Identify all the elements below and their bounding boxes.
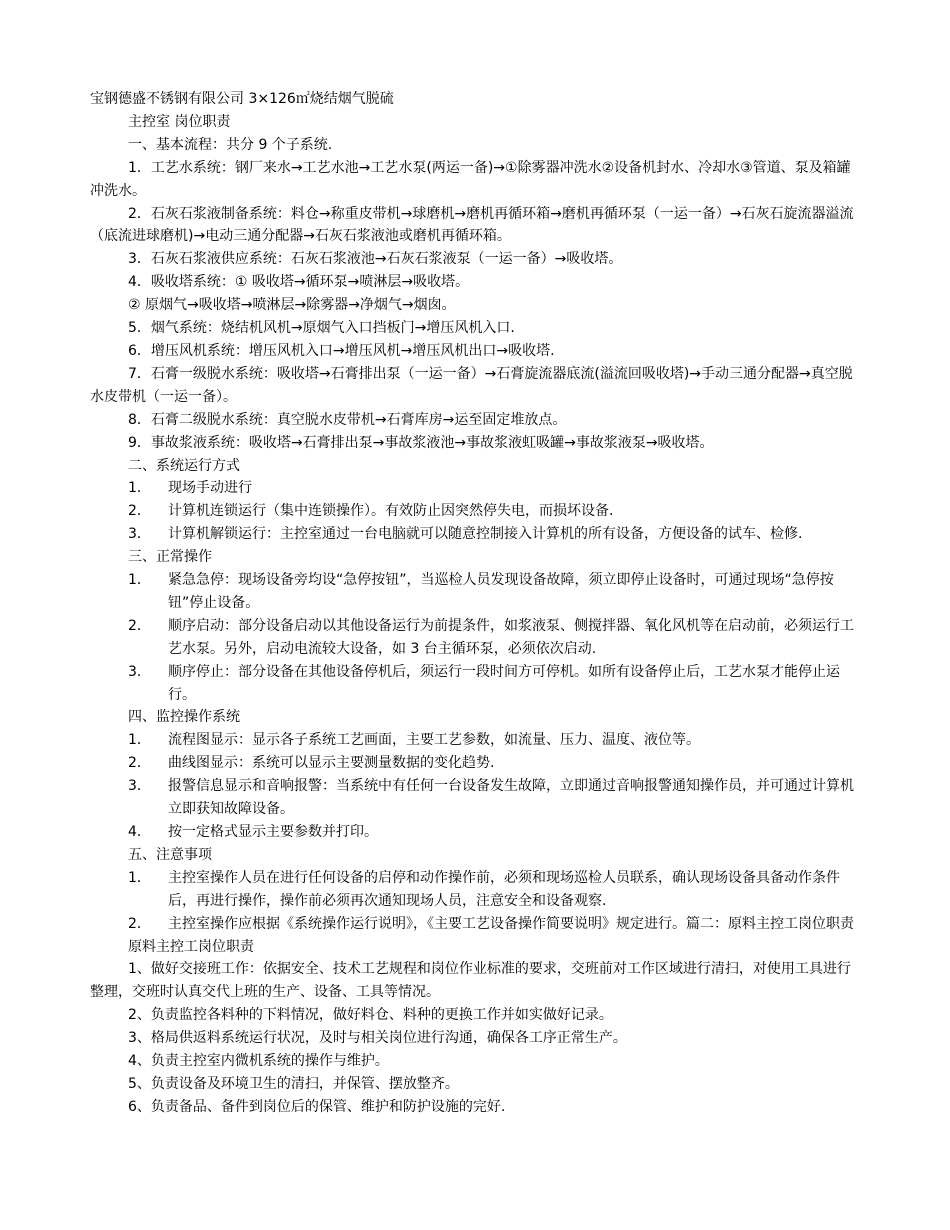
section-3-heading: 三、正常操作 — [128, 549, 212, 566]
item-number: 1． — [128, 480, 151, 497]
list-item — [90, 867, 860, 913]
item-text: 报警信息显示和音响报警：当系统中有任何一台设备发生故障，立即通过音响报警通知操作员，并可通过计算机立即获知故障设备。 — [168, 778, 854, 818]
list-item: 5．烟气系统：烧结机风机→原烟气入口挡板门→增压风机入口. — [128, 320, 515, 337]
item-text: 现场手动进行 — [168, 480, 252, 497]
section-6-heading: 原料主控工岗位职责 — [128, 938, 254, 955]
section-5-heading: 五、注意事项 — [128, 846, 212, 863]
list-item: 3．石灰石浆液供应系统：石灰石浆液池→石灰石浆液泵（一运一备）→吸收塔。 — [128, 251, 623, 268]
list-item: ② 原烟气→吸收塔→喷淋层→除雾器→净烟气→烟囱。 — [128, 297, 456, 314]
list-item — [90, 523, 860, 546]
list-item: 4、负责主控室内微机系统的操作与维护。 — [128, 1053, 389, 1070]
item-text: 曲线图显示：系统可以显示主要测量数据的变化趋势. — [168, 755, 495, 772]
list-item: 5、负责设备及环境卫生的清扫，并保管、摆放整齐。 — [128, 1075, 459, 1092]
list-item — [90, 913, 860, 936]
section-4-heading: 四、监控操作系统 — [128, 709, 240, 726]
item-number: 3． — [128, 526, 151, 543]
list-item — [90, 661, 860, 707]
list-item: 4．吸收塔系统：① 吸收塔→循环泵→喷淋层→吸收塔。 — [128, 274, 470, 291]
list-item — [90, 569, 860, 615]
item-text: 计算机连锁运行（集中连锁操作）。有效防止因突然停失电，而损坏设备. — [168, 503, 614, 520]
list-item — [90, 500, 860, 523]
list-item: 1、做好交接班工作：依据安全、技术工艺规程和岗位作业标准的要求，交班前对工作区域进行清扫，对使用工具进行整理，交班时认真交代上班的生产、设备、工具等情况。 — [90, 961, 851, 1001]
item-number: 2． — [128, 617, 151, 634]
list-item: 8．石膏二级脱水系统：真空脱水皮带机→石膏库房→运至固定堆放点。 — [128, 411, 567, 428]
item-text: 计算机解锁运行：主控室通过一台电脑就可以随意控制接入计算机的所有设备，方便设备的试车、检修. — [168, 526, 803, 543]
list-item: 6、负责备品、备件到岗位后的保管、维护和防护设施的完好. — [128, 1098, 506, 1115]
list-item — [90, 729, 860, 752]
item-number: 2． — [128, 755, 151, 772]
item-number: 2． — [128, 915, 151, 932]
list-item: 6．增压风机系统：增压风机入口→增压风机→增压风机出口→吸收塔. — [128, 342, 555, 359]
item-number: 1． — [128, 732, 151, 749]
item-number: 4． — [128, 824, 151, 840]
list-item — [90, 821, 860, 844]
doc-title: 宝钢德盛不锈钢有限公司 3×126㎡烧结烟气脱硫 — [90, 91, 394, 107]
item-number: 3． — [128, 778, 151, 795]
list-item — [90, 775, 860, 821]
list-item: 3、格局供返料系统运行状况，及时与相关岗位进行沟通，确保各工序正常生产。 — [128, 1030, 627, 1047]
item-text: 紧急急停：现场设备旁均设“急停按钮”，当巡检人员发现设备故障，须立即停止设备时，可通过现场“急停按钮”停止设备。 — [168, 572, 834, 611]
list-item: 1．工艺水系统：钢厂来水→工艺水池→工艺水泵(两运一备)→①除雾器冲洗水②设备机封水、冷却水③管道、泵及箱罐冲洗水。 — [90, 159, 851, 199]
item-number: 3． — [128, 663, 151, 680]
list-item: 7．石膏一级脱水系统：吸收塔→石膏排出泵（一运一备）→石膏旋流器底流(溢流回吸收塔)→手动三通分配器→真空脱水皮带机（一运一备）。 — [90, 365, 853, 405]
item-text: 流程图显示：显示各子系统工艺画面，主要工艺参数，如流量、压力、温度、液位等。 — [168, 732, 700, 749]
list-item — [90, 615, 860, 661]
item-text: 主控室操作人员在进行任何设备的启停和动作操作前，必须和现场巡检人员联系，确认现场设备具备动作条件后，再进行操作，操作前必须再次通知现场人员，注意安全和设备观察. — [168, 869, 840, 909]
document-page — [90, 88, 860, 1119]
item-text: 按一定格式显示主要参数并打印。 — [168, 824, 378, 840]
item-number: 1． — [128, 572, 151, 589]
list-item: 2．石灰石浆液制备系统：料仓→称重皮带机→球磨机→磨机再循环箱→磨机再循环泵（一运一备）→石灰石旋流器溢流（底流进球磨机)→电动三通分配器→石灰石浆液池或磨机再循环箱。 — [90, 205, 854, 245]
section-1-heading: 一、基本流程：共分 9 个子系统. — [128, 136, 333, 153]
item-number: 2． — [128, 503, 151, 520]
list-item — [90, 752, 860, 775]
doc-subtitle: 主控室 岗位职责 — [128, 113, 231, 130]
item-text: 顺序启动：部分设备启动以其他设备运行为前提条件，如浆液泵、侧搅拌器、氧化风机等在启动前，必须运行工艺水泵。另外，启动电流较大设备，如 3 台主循环泵，必须依次启动. — [168, 617, 854, 657]
item-text: 主控室操作应根据《系统操作运行说明》，《主要工艺设备操作简要说明》规定进行。篇二：原料主控工岗位职责 — [168, 915, 854, 932]
list-item: 9．事故浆液系统：吸收塔→石膏排出泵→事故浆液池→事故浆液虹吸罐→事故浆液泵→吸收塔。 — [128, 434, 714, 451]
section-2-heading: 二、系统运行方式 — [128, 457, 240, 474]
item-text: 顺序停止：部分设备在其他设备停机后，须运行一段时间方可停机。如所有设备停止后，工艺水泵才能停止运行。 — [168, 663, 840, 703]
item-number: 1． — [128, 869, 151, 886]
list-item: 2、负责监控各料种的下料情况，做好料仓、料种的更换工作并如实做好记录。 — [128, 1007, 613, 1024]
list-item — [90, 477, 860, 500]
